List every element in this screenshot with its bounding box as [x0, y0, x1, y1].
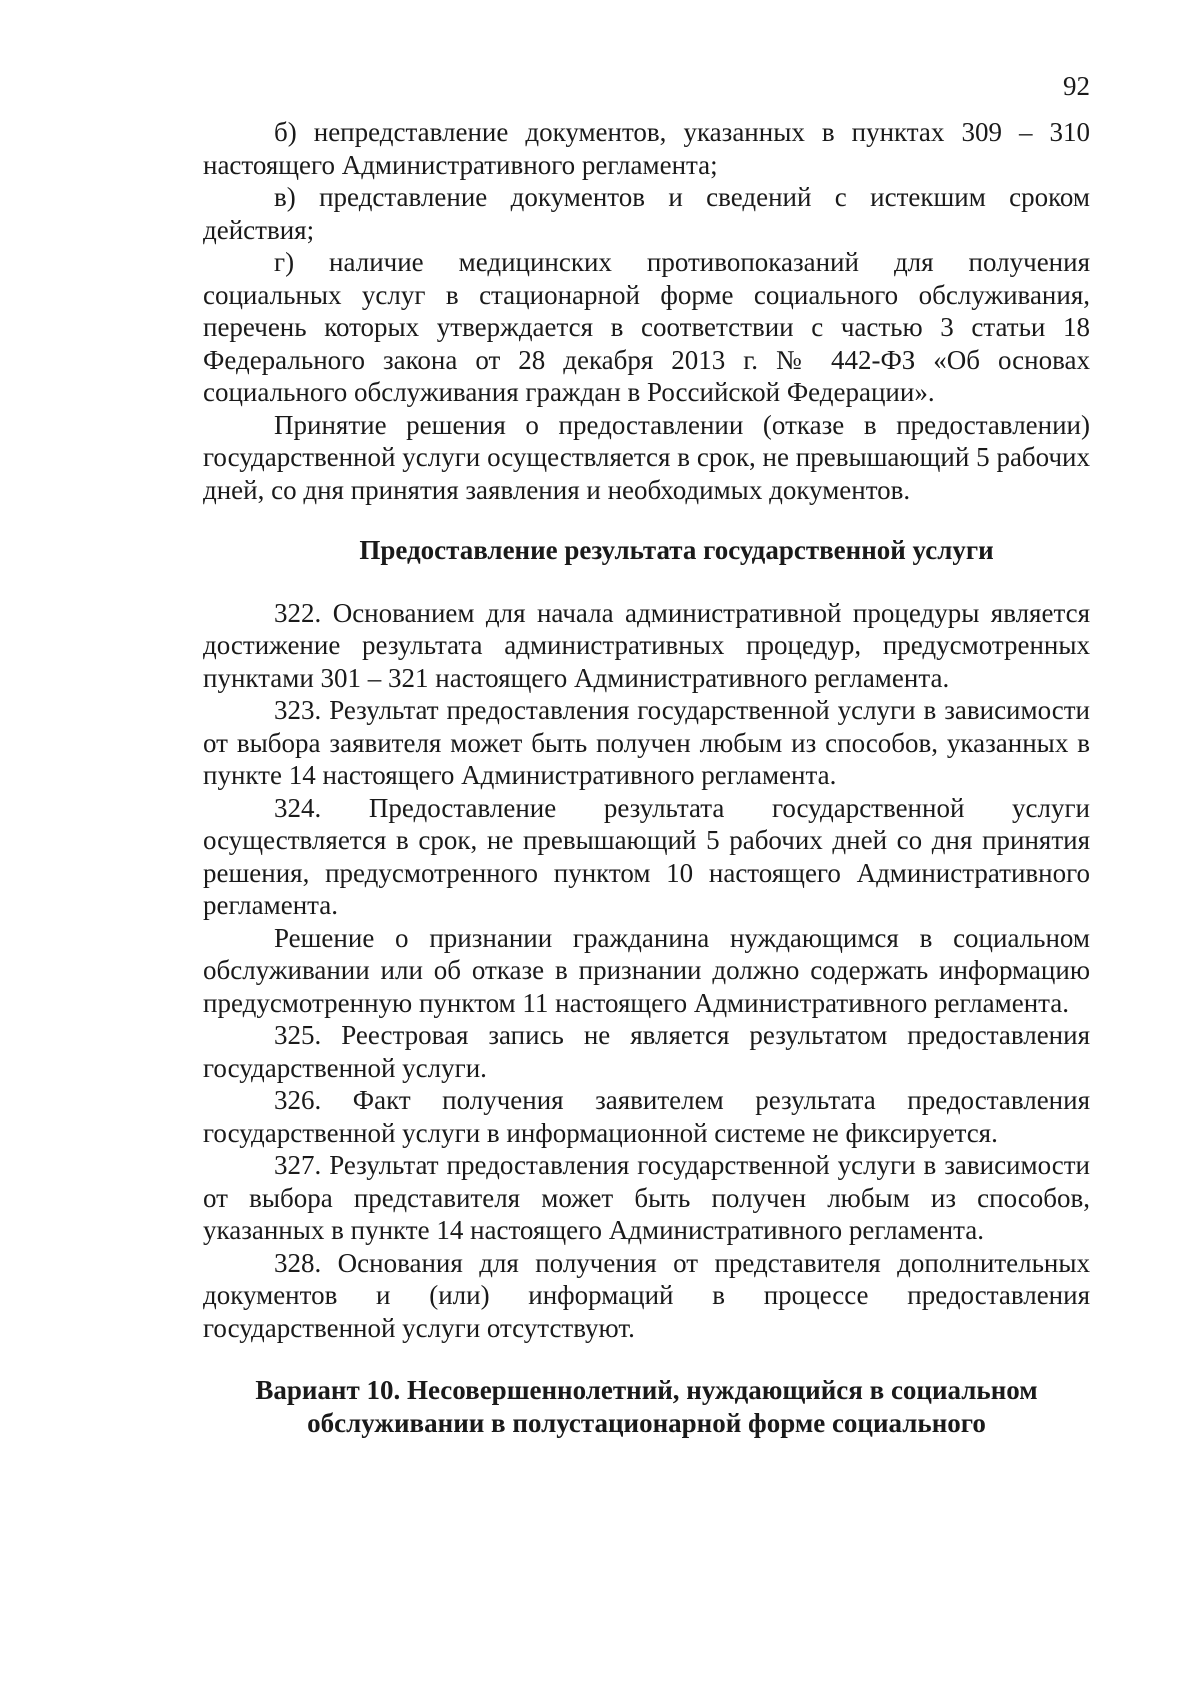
variant-heading-line-2: обслуживании в полустационарной форме социального — [307, 1407, 986, 1438]
paragraph-decision-term: Принятие решения о предоставлении (отказе в предоставлении) государственной услуги осуществляется в срок, не превышающий 5 рабочих дней, со дня принятия заявления и необходимых документов. — [203, 409, 1090, 505]
paragraph-326: 326. Факт получения заявителем результата предоставления государственной услуги в информационной системе не фиксируется. — [203, 1085, 1090, 1148]
paragraph-322: 322. Основанием для начала административной процедуры является достижение результата административных процедур, предусмотренных пунктами 301 – 321 настоящего Административного регламента. — [203, 597, 1090, 693]
paragraph-g: г) наличие медицинских противопоказаний для получения социальных услуг в стационарной форме социального обслуживания, перечень которых утверждается в соответствии с частью 3 статьи 18 Федерального закона от 28 декабря 2013 г. № 442-ФЗ «Об основах социального обслуживания граждан в Российской Федерации». — [203, 247, 1090, 407]
variant-heading-line-1: Вариант 10. Несовершеннолетний, нуждающийся в социальном — [255, 1375, 1038, 1405]
paragraph-b: б) непредставление документов, указанных в пунктах 309 – 310 настоящего Административного регламента; — [203, 117, 1090, 180]
paragraph-v: в) представление документов и сведений с истекшим сроком действия; — [203, 182, 1090, 245]
paragraph-328: 328. Основания для получения от представителя дополнительных документов и (или) информаций в процессе предоставления государственной услуги отсутствуют. — [203, 1247, 1090, 1343]
paragraph-decision-content: Решение о признании гражданина нуждающимся в социальном обслуживании или об отказе в признании должно содержать информацию предусмотренную пунктом 11 настоящего Административного регламента. — [203, 922, 1090, 1018]
section-heading: Предоставление результата государственной услуги — [359, 535, 994, 565]
page-number: 92 — [1063, 71, 1090, 101]
paragraph-327: 327. Результат предоставления государственной услуги в зависимости от выбора представителя может быть получен любым из способов, указанных в пункте 14 настоящего Административного регламента. — [203, 1150, 1090, 1245]
paragraph-324: 324. Предоставление результата государственной услуги осуществляется в срок, не превышающий 5 рабочих дней со дня принятия решения, предусмотренного пунктом 10 настоящего Административного регламента. — [203, 792, 1090, 920]
paragraph-323: 323. Результат предоставления государственной услуги в зависимости от выбора заявителя может быть получен любым из способов, указанных в пункте 14 настоящего Административного регламента. — [203, 695, 1090, 790]
document-body — [203, 116, 1090, 1439]
paragraph-325: 325. Реестровая запись не является результатом предоставления государственной услуги. — [203, 1020, 1090, 1083]
variant-heading — [203, 1374, 1090, 1439]
